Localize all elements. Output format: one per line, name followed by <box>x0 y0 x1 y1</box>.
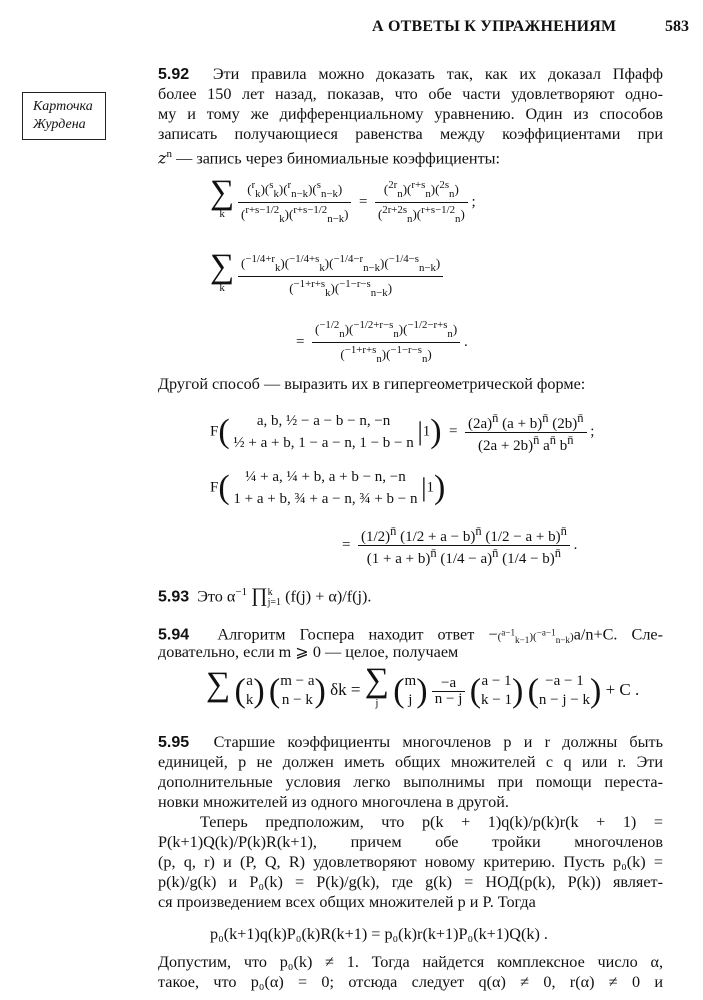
text-run: Алгоритм Госпера находит ответ − <box>217 625 498 644</box>
product-lower: j=1 <box>267 596 282 608</box>
ex-5-95-line: Допустим, что p₀(k) ≠ 1. Тогда найдется комплексное число α, <box>158 953 663 971</box>
ex-5-95-line: такое, что p₀(α) = 0; отсюда следует q(α) ≠ 0, r(α) ≠ 0 и <box>158 973 663 991</box>
equation-binomial-2: ∑ $^k$ $\frac{(^{-1/4+r}_k)(^{-1/4+s}_k)(^{-1/4-r}_{n-k})(^{-1/4-s}_{n-k})}{(^{-1+r+s}_k)(^{-1-r-s}_{n-k})}$ <box>210 250 443 303</box>
ex-5-95-line <box>158 732 663 753</box>
ex-5-92-line: му и тому же дифференциальному уравнению. Один из способов <box>158 105 663 123</box>
math-exp: −1 <box>235 586 248 598</box>
ex-5-95-line: единицей, p не должен иметь общих множителей с q или r. Эти <box>158 753 663 771</box>
equation-hyper-1: F( a, b, ½ − a − b − n, −n ½ + a + b, 1 − a − n, 1 − b − n |1) = $\frac{(2a)^{n̄} (a + b)^{n̄} (2b)^{n̄}}{(2a + 2b)^{n̄} a^{n̄} b^{n̄}}$ ; <box>210 410 595 454</box>
equation-binomial-2-rhs: = $\frac{(^{-1/2}_n)(^{-1/2+r-s}_n)(^{-1/2-r+s}_n)}{(^{-1+r+s}_n)(^{-1-r-s}_n)}$ . <box>296 319 468 365</box>
product-symbol: ∏ <box>251 584 268 607</box>
product-upper: k <box>267 586 273 598</box>
equation-binomial-1: ∑ $^k$ $\frac{(^r_k)(^s_k)(^r_{n-k})(^s_{n-k})}{(^{r+s-1/2}_k)(^{r+s-1/2}_{n-k})}$ = $\frac{(^{2r}_n)(^{r+s}_n)(^{2s}_n)}{(^{2r+2s}_n)(^{r+s-1/2}_n)}$ ; <box>210 174 476 225</box>
ex-5-92-line: более 150 лет назад, показав, что обе части удовлетворяют одно- <box>158 85 663 103</box>
text-run: Эти правила можно доказать так, как их доказал Пфафф <box>212 65 664 83</box>
ex-5-95-line: Теперь предположим, что p(k + 1)q(k)/p(k)r(k + 1) = <box>200 813 663 831</box>
ex-5-95-line: (p, q, r) и (P, Q, R) удовлетворяют новому критерию. Пусть p₀(k) = <box>158 853 663 871</box>
hyper-intro: Другой способ — выразить их в гипергеометрической форме: <box>158 375 586 393</box>
exercise-label: 5.95 <box>158 734 190 751</box>
ex-5-92-line <box>158 144 663 168</box>
equation-gosper: ∑ ( a k ) ( m − a n − k ) δk = ∑ $^j$ ( m j ) $\frac{-a}{n - j}$ ( a − 1 k − 1 ) ( −a − 1 n − j − k ) + C . <box>206 662 640 710</box>
text-run: — запись через биномиальные коэффициенты: <box>172 149 501 168</box>
ex-5-92-line <box>158 64 663 85</box>
equation-hyper-2: F( ¼ + a, ¼ + b, a + b − n, −n 1 + a + b, ¾ + a − n, ¾ + b − n |1) <box>210 469 446 507</box>
ex-5-95-line: ся произведением всех общих множителей p и P. Тогда <box>158 893 536 911</box>
equation-hyper-2-rhs: = $\frac{(1/2)^{n̄} (1/2 + a - b)^{n̄} (1/2 - a + b)^{n̄}}{(1 + a + b)^{n̄} (1/4 - a)^{n̄} (1/4 - b)^{n̄}}$ . <box>342 524 578 567</box>
math-exp: n <box>166 148 173 160</box>
math-var: z <box>158 148 167 168</box>
exercise-label: 5.93 <box>158 588 190 606</box>
running-header-title: А ОТВЕТЫ К УПРАЖНЕНИЯМ <box>372 18 617 35</box>
ex-5-93 <box>158 582 663 608</box>
ex-5-94-line: 5.94 Алгоритм Госпера находит ответ −($^{a-1}_{k-1}$)($^{-a-1}_{n-k}$)a/n+C. Сле- <box>158 625 664 645</box>
text-run: Старшие коэффициенты многочленов p и r должны быть <box>213 733 664 751</box>
text-run: a/n+C. Сле- <box>573 625 664 644</box>
exercise-label: 5.94 <box>158 626 190 644</box>
margin-note-line: Журдена <box>33 117 86 132</box>
ex-5-95-line: новки множителей из одного многочлена в другой. <box>158 793 509 811</box>
ex-5-94-line: довательно, если m ⩾ 0 — целое, получаем <box>158 643 459 661</box>
ex-5-95-line: p(k)/g(k) и P₀(k) = P(k)/g(k), где g(k) = НОД(p(k), P(k)) являет- <box>158 873 663 891</box>
ex-5-95-line: P(k+1)Q(k)/P(k)R(k+1), причем обе тройки многочленов <box>158 833 663 851</box>
text-run: (f(j) + α)/f(j). <box>285 587 372 606</box>
page-number: 583 <box>665 18 689 35</box>
ex-5-92-line: записать получающиеся равенства между коэффициентами при <box>158 125 663 143</box>
equation-p0: p₀(k+1)q(k)P₀(k)R(k+1) = p₀(k)r(k+1)P₀(k+1)Q(k) . <box>210 925 548 943</box>
margin-note <box>22 92 106 140</box>
ex-5-95-line: дополнительные условия легко выполнимы при помощи переста- <box>158 773 663 791</box>
exercise-label: 5.92 <box>158 66 190 83</box>
text-run: Это α <box>197 587 236 606</box>
margin-note-line: Карточка <box>33 99 93 114</box>
